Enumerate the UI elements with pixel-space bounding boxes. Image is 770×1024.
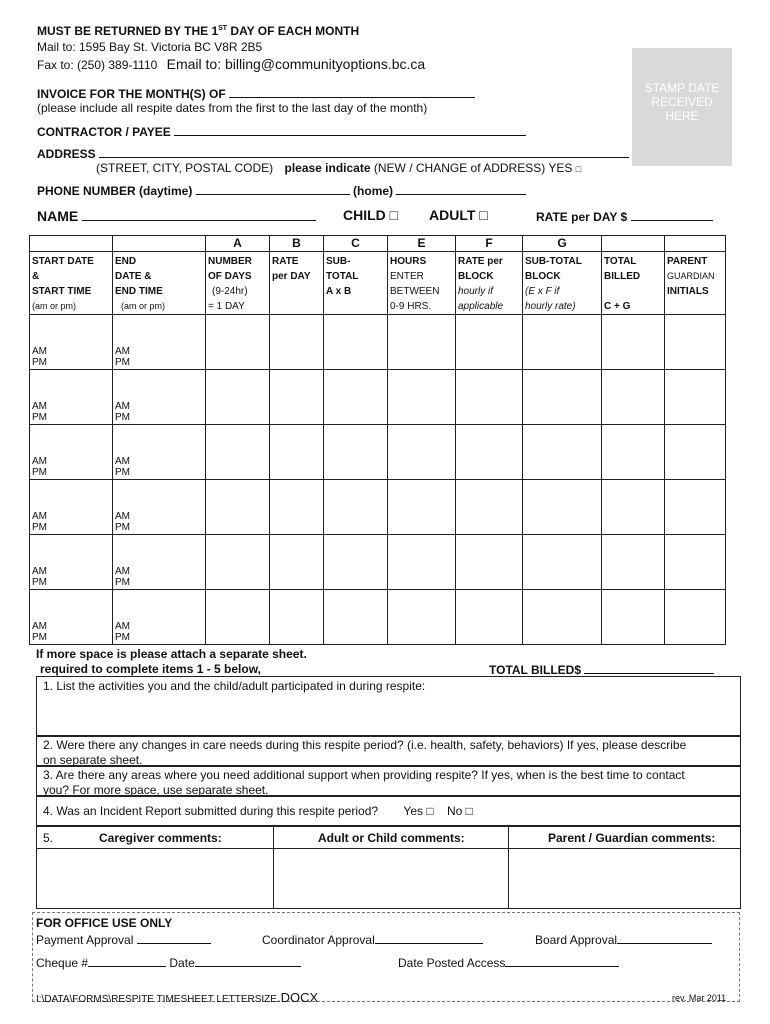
total-billed-field[interactable] xyxy=(584,662,714,674)
contractor-field[interactable] xyxy=(174,124,526,136)
date-posted-label: Date Posted Access xyxy=(398,955,619,970)
pm-label: PM xyxy=(32,357,47,368)
table-cell[interactable] xyxy=(206,535,270,590)
col-letter: E xyxy=(388,236,456,252)
table-cell[interactable] xyxy=(324,590,388,645)
table-row xyxy=(30,535,726,590)
table-cell[interactable] xyxy=(456,480,523,535)
more-space-note: If more space is please attach a separate sheet. xyxy=(36,647,307,661)
am-label: AM xyxy=(115,456,130,467)
table-cell[interactable] xyxy=(388,370,456,425)
table-cell[interactable] xyxy=(665,535,726,590)
rate-per-day-label: RATE per DAY $ xyxy=(536,209,713,224)
total-billed-label: TOTAL BILLED$ xyxy=(489,662,714,677)
table-row xyxy=(30,425,726,480)
payment-approval-label: Payment Approval xyxy=(36,932,211,947)
adult-checkbox[interactable]: ADULT □ xyxy=(429,207,488,223)
date-field[interactable] xyxy=(195,955,301,967)
phone-daytime-field[interactable] xyxy=(196,183,350,195)
table-cell[interactable] xyxy=(602,425,665,480)
table-cell[interactable] xyxy=(665,590,726,645)
table-cell[interactable] xyxy=(665,480,726,535)
table-cell[interactable] xyxy=(602,480,665,535)
table-cell[interactable] xyxy=(324,535,388,590)
pm-label: PM xyxy=(32,412,47,423)
table-cell[interactable] xyxy=(206,370,270,425)
file-path: I:\DATA\FORMS\RESPITE TIMESHEET LETTERSIZE.DOCX xyxy=(36,990,319,1005)
col-letter xyxy=(665,236,726,252)
header-rate-per-block: RATE per BLOCK hourly if applicable xyxy=(456,252,523,315)
pm-label: PM xyxy=(115,467,130,478)
invoice-month-field[interactable] xyxy=(229,86,475,98)
table-cell[interactable] xyxy=(270,480,324,535)
table-cell[interactable] xyxy=(30,315,113,370)
table-cell[interactable] xyxy=(456,535,523,590)
am-label: AM xyxy=(115,346,130,357)
am-label: AM xyxy=(32,456,47,467)
board-approval-label: Board Approval xyxy=(535,932,712,947)
email-address: Email to: billing@communityoptions.bc.ca xyxy=(166,56,426,72)
question-3-box[interactable]: 3. Are there any areas where you need additional support when providing respite? If yes, when is the best time to contact you? For more space, use separate sheet. xyxy=(36,765,741,797)
question-2-box[interactable]: 2. Were there any changes in care needs during this respite period? (i.e. health, safety, behaviors) If yes, please describe on separate sheet. xyxy=(36,735,741,767)
revision-date: rev. Mar 2011 xyxy=(672,993,727,1003)
table-cell[interactable] xyxy=(206,590,270,645)
caregiver-comments-label: Caregiver comments: xyxy=(99,831,222,845)
table-cell[interactable] xyxy=(388,315,456,370)
table-cell[interactable] xyxy=(456,590,523,645)
am-label: AM xyxy=(115,566,130,577)
am-label: AM xyxy=(32,566,47,577)
caregiver-comments-field[interactable] xyxy=(38,849,272,907)
table-cell[interactable] xyxy=(523,370,602,425)
am-label: AM xyxy=(32,346,47,357)
am-label: AM xyxy=(32,621,47,632)
adult-child-comments-label: Adult or Child comments: xyxy=(318,831,465,845)
pm-label: PM xyxy=(32,522,47,533)
cheque-field[interactable] xyxy=(88,955,166,967)
mail-address: Mail to: 1595 Bay St. Victoria BC V8R 2B5 xyxy=(37,40,263,54)
board-approval-field[interactable] xyxy=(617,932,712,944)
pm-label: PM xyxy=(32,632,47,643)
am-label: AM xyxy=(115,621,130,632)
table-cell[interactable] xyxy=(206,315,270,370)
coordinator-approval-label: Coordinator Approval xyxy=(262,932,483,947)
table-cell[interactable] xyxy=(113,370,206,425)
child-checkbox[interactable]: CHILD □ xyxy=(343,207,399,223)
respite-table xyxy=(29,235,726,645)
office-use-title: FOR OFFICE USE ONLY xyxy=(36,916,173,930)
adult-child-comments-field[interactable] xyxy=(274,849,507,907)
table-cell[interactable] xyxy=(388,535,456,590)
table-cell[interactable] xyxy=(324,315,388,370)
header-parent-initials: PARENT GUARDIAN INITIALS xyxy=(665,252,726,315)
table-cell[interactable] xyxy=(30,590,113,645)
required-note: required to complete items 1 - 5 below, xyxy=(40,662,261,676)
am-label: AM xyxy=(32,401,47,412)
cheque-label: Cheque # Date xyxy=(36,955,301,970)
header-hours: HOURS ENTER BETWEEN 0-9 HRS. xyxy=(388,252,456,315)
table-cell[interactable] xyxy=(456,315,523,370)
table-cell[interactable] xyxy=(602,370,665,425)
table-cell[interactable] xyxy=(665,370,726,425)
table-cell[interactable] xyxy=(324,425,388,480)
date-posted-field[interactable] xyxy=(505,955,619,967)
table-cell[interactable] xyxy=(113,480,206,535)
pm-label: PM xyxy=(115,632,130,643)
fax-number: Fax to: (250) 389-1110 Email to: billing@communityoptions.bc.ca xyxy=(37,56,426,72)
am-label: AM xyxy=(115,401,130,412)
table-row xyxy=(30,480,726,535)
header-rate-per-day: RATE per DAY xyxy=(270,252,324,315)
col-letter xyxy=(30,236,113,252)
contractor-label: CONTRACTOR / PAYEE xyxy=(37,124,526,139)
header-start: START DATE & START TIME (am or pm) xyxy=(30,252,113,315)
table-cell[interactable] xyxy=(270,590,324,645)
header-number-of-days: NUMBER OF DAYS (9-24hr) = 1 DAY xyxy=(206,252,270,315)
table-cell[interactable] xyxy=(523,315,602,370)
table-cell[interactable] xyxy=(30,535,113,590)
table-cell[interactable] xyxy=(113,425,206,480)
table-cell[interactable] xyxy=(270,535,324,590)
header-subtotal-block: SUB-TOTAL BLOCK (E x F if hourly rate) xyxy=(523,252,602,315)
table-cell[interactable] xyxy=(665,315,726,370)
table-cell[interactable] xyxy=(523,535,602,590)
invoice-note: (please include all respite dates from the first to the last day of the month) xyxy=(37,101,428,115)
table-cell[interactable] xyxy=(602,590,665,645)
table-cell[interactable] xyxy=(270,370,324,425)
name-label: NAME xyxy=(37,207,316,224)
name-field[interactable] xyxy=(82,207,316,221)
col-letter: C xyxy=(324,236,388,252)
table-cell[interactable] xyxy=(523,425,602,480)
pm-label: PM xyxy=(115,412,130,423)
col-letter: B xyxy=(270,236,324,252)
invoice-month-label: INVOICE FOR THE MONTH(S) OF xyxy=(37,86,475,101)
form-title: MUST BE RETURNED BY THE 1ST DAY OF EACH MONTH xyxy=(37,24,360,38)
table-cell[interactable] xyxy=(665,425,726,480)
col-letter xyxy=(602,236,665,252)
header-subtotal: SUB- TOTAL A x B xyxy=(324,252,388,315)
table-row xyxy=(30,590,726,645)
am-label: AM xyxy=(115,511,130,522)
payment-approval-field[interactable] xyxy=(137,932,211,944)
table-cell[interactable] xyxy=(113,315,206,370)
table-cell[interactable] xyxy=(30,480,113,535)
table-cell[interactable] xyxy=(30,425,113,480)
phone-label: PHONE NUMBER (daytime) (home) xyxy=(37,183,526,198)
table-cell[interactable] xyxy=(456,425,523,480)
address-change-checkbox[interactable]: □ xyxy=(575,164,582,174)
stamp-date-box: STAMP DATE RECEIVED HERE xyxy=(632,48,732,166)
col-letter: F xyxy=(456,236,523,252)
table-cell[interactable] xyxy=(388,425,456,480)
col-letter: A xyxy=(206,236,270,252)
pm-label: PM xyxy=(115,577,130,588)
table-row xyxy=(30,315,726,370)
address-hint: (STREET, CITY, POSTAL CODE) please indicate (NEW / CHANGE of ADDRESS) YES □ xyxy=(96,161,582,175)
rate-per-day-field[interactable] xyxy=(631,209,713,221)
table-cell[interactable] xyxy=(456,370,523,425)
table-cell[interactable] xyxy=(113,590,206,645)
question-5-box: 5. Caregiver comments: Adult or Child comments: Parent / Guardian comments: xyxy=(36,825,741,909)
col-letter xyxy=(113,236,206,252)
column-letters-row xyxy=(30,236,726,252)
header-total-billed: TOTAL BILLED C + G xyxy=(602,252,665,315)
table-cell[interactable] xyxy=(206,480,270,535)
am-label: AM xyxy=(32,511,47,522)
table-cell[interactable] xyxy=(270,425,324,480)
table-cell[interactable] xyxy=(270,315,324,370)
question-1-box[interactable]: 1. List the activities you and the child/adult participated in during respite: xyxy=(36,676,741,737)
table-cell[interactable] xyxy=(602,315,665,370)
incident-yes-checkbox[interactable]: Yes □ xyxy=(403,804,434,818)
pm-label: PM xyxy=(32,577,47,588)
address-label: ADDRESS xyxy=(37,146,629,161)
table-cell[interactable] xyxy=(30,370,113,425)
table-header-row xyxy=(30,252,726,315)
parent-comments-field[interactable] xyxy=(509,849,739,907)
table-cell[interactable] xyxy=(324,480,388,535)
table-row xyxy=(30,370,726,425)
phone-home-field[interactable] xyxy=(396,183,526,195)
pm-label: PM xyxy=(115,522,130,533)
pm-label: PM xyxy=(32,467,47,478)
table-cell[interactable] xyxy=(206,425,270,480)
parent-comments-label: Parent / Guardian comments: xyxy=(548,831,716,845)
col-letter: G xyxy=(523,236,602,252)
table-cell[interactable] xyxy=(523,480,602,535)
address-field[interactable] xyxy=(99,146,629,158)
table-cell[interactable] xyxy=(388,590,456,645)
table-cell[interactable] xyxy=(523,590,602,645)
table-cell[interactable] xyxy=(113,535,206,590)
question-4-box: 4. Was an Incident Report submitted during this respite period? Yes □ No □ xyxy=(36,795,741,827)
coordinator-approval-field[interactable] xyxy=(375,932,483,944)
table-cell[interactable] xyxy=(324,370,388,425)
table-cell[interactable] xyxy=(602,535,665,590)
table-cell[interactable] xyxy=(388,480,456,535)
pm-label: PM xyxy=(115,357,130,368)
header-end: END DATE & END TIME (am or pm) xyxy=(113,252,206,315)
incident-no-checkbox[interactable]: No □ xyxy=(446,804,473,818)
